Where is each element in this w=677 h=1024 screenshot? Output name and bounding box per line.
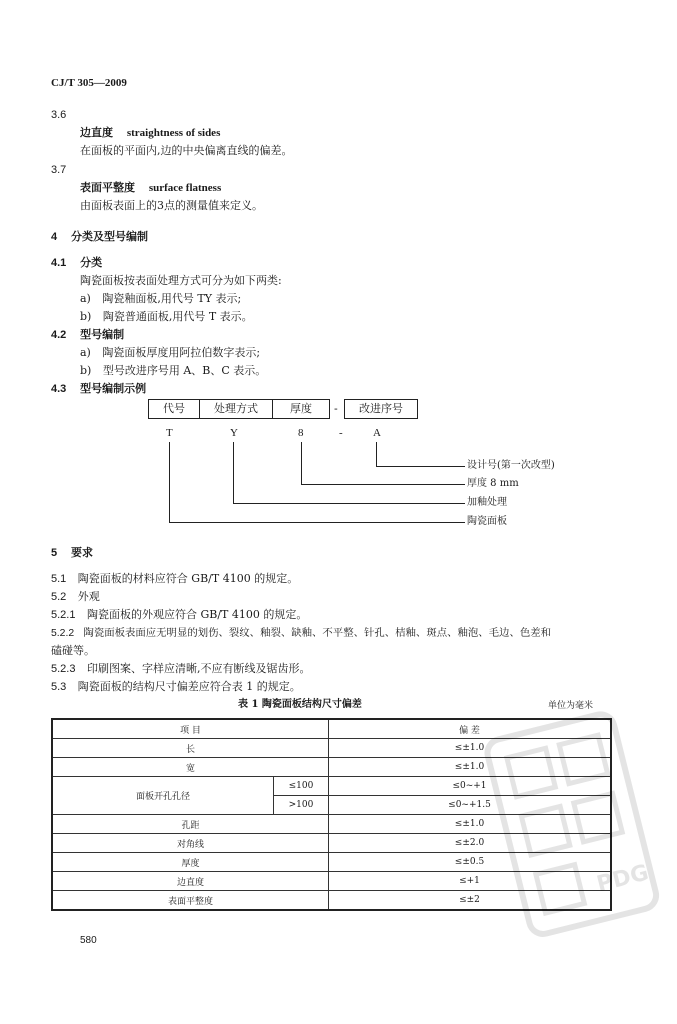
subsection-heading [51, 256, 102, 270]
treatment-box: 处理方式 [199, 399, 273, 419]
term-title [80, 181, 221, 195]
table-cell-item: 孔距 [52, 815, 329, 834]
clause-text: 陶瓷面板表面应无明显的划伤、裂纹、釉裂、缺釉、不平整、针孔、桔釉、斑点、釉泡、毛边、色差和 [83, 627, 552, 639]
term-en: surface flatness [148, 182, 222, 194]
table-header-cell: 项 目 [52, 719, 329, 739]
connector-line [233, 503, 465, 504]
revision-box: 改进序号 [344, 399, 418, 419]
code-dash: - [339, 427, 343, 439]
list-item [80, 364, 266, 378]
annotation-label: 加釉处理 [467, 497, 507, 508]
term-cn: 边直度 [80, 126, 113, 139]
clause-text: 陶瓷面板的外观应符合 GB/T 4100 的规定。 [86, 608, 308, 621]
table-cell-deviation: ≤±0.5 [329, 853, 612, 872]
clause [51, 680, 301, 694]
clause-number: 3.6 [51, 109, 67, 121]
code-letter: 8 [298, 427, 304, 439]
term-definition: 由面板表面上的3点的测量值来定义。 [80, 199, 263, 212]
connector-line [376, 466, 465, 467]
subsection-number: 4.3 [51, 383, 67, 395]
connector-line [169, 522, 465, 523]
annotation-label: 陶瓷面板 [467, 516, 507, 527]
table-cell-condition: >100 [274, 796, 329, 815]
list-label: a) [80, 346, 91, 359]
section-number: 5 [51, 547, 58, 559]
list-text: 型号改进序号用 A、B、C 表示。 [102, 364, 267, 377]
subsection-number: 4.1 [51, 257, 67, 269]
list-label: b) [80, 364, 92, 377]
table-cell-deviation: ≤±2 [329, 891, 612, 911]
clause-number: 5.3 [51, 681, 67, 693]
table-unit: 单位为毫米 [548, 701, 594, 711]
table-caption: 表 1 陶瓷面板结构尺寸偏差 [238, 699, 362, 710]
clause-number: 5.1 [51, 573, 67, 585]
paragraph: 陶瓷面板按表面处理方式可分为如下两类: [80, 274, 282, 287]
section-title: 分类及型号编制 [70, 230, 148, 243]
subsection-number: 4.2 [51, 329, 67, 341]
table-cell-deviation: ≤0~+1 [329, 777, 612, 796]
box-dash: - [334, 402, 338, 415]
list-text: 陶瓷普通面板,用代号 T 表示。 [102, 310, 253, 323]
page-number: 580 [80, 935, 97, 946]
code-letter: A [373, 427, 381, 439]
table-cell-condition: ≤100 [274, 777, 329, 796]
clause-text: 陶瓷面板的材料应符合 GB/T 4100 的规定。 [77, 572, 299, 585]
term-definition: 在面板的平面内,边的中央偏离直线的偏差。 [80, 144, 293, 157]
watermark-stamp [463, 697, 677, 961]
table-cell-item: 长 [52, 739, 329, 758]
clause-continuation: 磕碰等。 [51, 644, 95, 657]
annotation-label: 设计号(第一次改型) [467, 460, 555, 471]
stamp-icon [463, 697, 677, 961]
table-header-cell: 偏 差 [329, 719, 612, 739]
list-item [80, 346, 260, 360]
term-cn: 表面平整度 [80, 181, 135, 194]
list-item [80, 292, 241, 306]
section-number: 4 [51, 231, 58, 243]
connector-line [376, 442, 377, 467]
clause-text: 陶瓷面板的结构尺寸偏差应符合表 1 的规定。 [77, 680, 301, 693]
connector-line [169, 442, 170, 523]
clause-number: 5.2 [51, 591, 67, 603]
code-box: 代号 [148, 399, 200, 419]
clause [51, 662, 310, 676]
table-cell-item: 宽 [52, 758, 329, 777]
section-heading [51, 230, 148, 244]
watermark-text: PDG [594, 860, 652, 898]
connector-line [301, 484, 465, 485]
connector-line [301, 442, 302, 485]
section-heading [51, 546, 93, 560]
clause [51, 590, 100, 604]
table-cell-deviation: ≤±1.0 [329, 739, 612, 758]
subsection-heading [51, 382, 146, 396]
table-cell-deviation: ≤±1.0 [329, 815, 612, 834]
clause [51, 572, 298, 586]
thickness-box: 厚度 [272, 399, 330, 419]
term-title [80, 126, 220, 140]
list-item [80, 310, 253, 324]
list-text: 陶瓷面板厚度用阿拉伯数字表示; [102, 346, 261, 359]
table-cell-deviation: ≤±2.0 [329, 834, 612, 853]
subsection-title: 型号编制示例 [80, 382, 147, 395]
table-cell-deviation: ≤0~+1.5 [329, 796, 612, 815]
list-label: b) [80, 310, 92, 323]
clause [51, 608, 307, 622]
subsection-heading [51, 328, 124, 342]
subsection-title: 型号编制 [80, 328, 125, 341]
table-cell-deviation: ≤+1 [329, 872, 612, 891]
code-letter: T [166, 427, 173, 439]
standard-number: CJ/T 305—2009 [51, 77, 127, 89]
table-cell-item: 面板开孔孔径 [52, 777, 274, 815]
annotation-label: 厚度 8 mm [467, 478, 519, 489]
clause-text: 外观 [77, 590, 100, 603]
term-en: straightness of sides [126, 127, 221, 139]
table-cell-deviation: ≤±1.0 [329, 758, 612, 777]
section-title: 要求 [70, 546, 93, 559]
clause-number: 5.2.1 [51, 609, 76, 621]
table-cell-item: 对角线 [52, 834, 329, 853]
clause [51, 626, 551, 641]
table-cell-item: 边直度 [52, 872, 329, 891]
code-letter: Y [230, 427, 238, 439]
clause-number: 3.7 [51, 164, 67, 176]
clause-number: 5.2.2 [51, 628, 75, 639]
subsection-title: 分类 [80, 256, 103, 269]
list-label: a) [80, 292, 91, 305]
table-cell-item: 表面平整度 [52, 891, 329, 911]
table-cell-item: 厚度 [52, 853, 329, 872]
list-text: 陶瓷釉面板,用代号 TY 表示; [102, 292, 242, 305]
clause-text: 印刷图案、字样应清晰,不应有断线及锯齿形。 [86, 662, 311, 675]
clause-number: 5.2.3 [51, 663, 76, 675]
connector-line [233, 442, 234, 504]
